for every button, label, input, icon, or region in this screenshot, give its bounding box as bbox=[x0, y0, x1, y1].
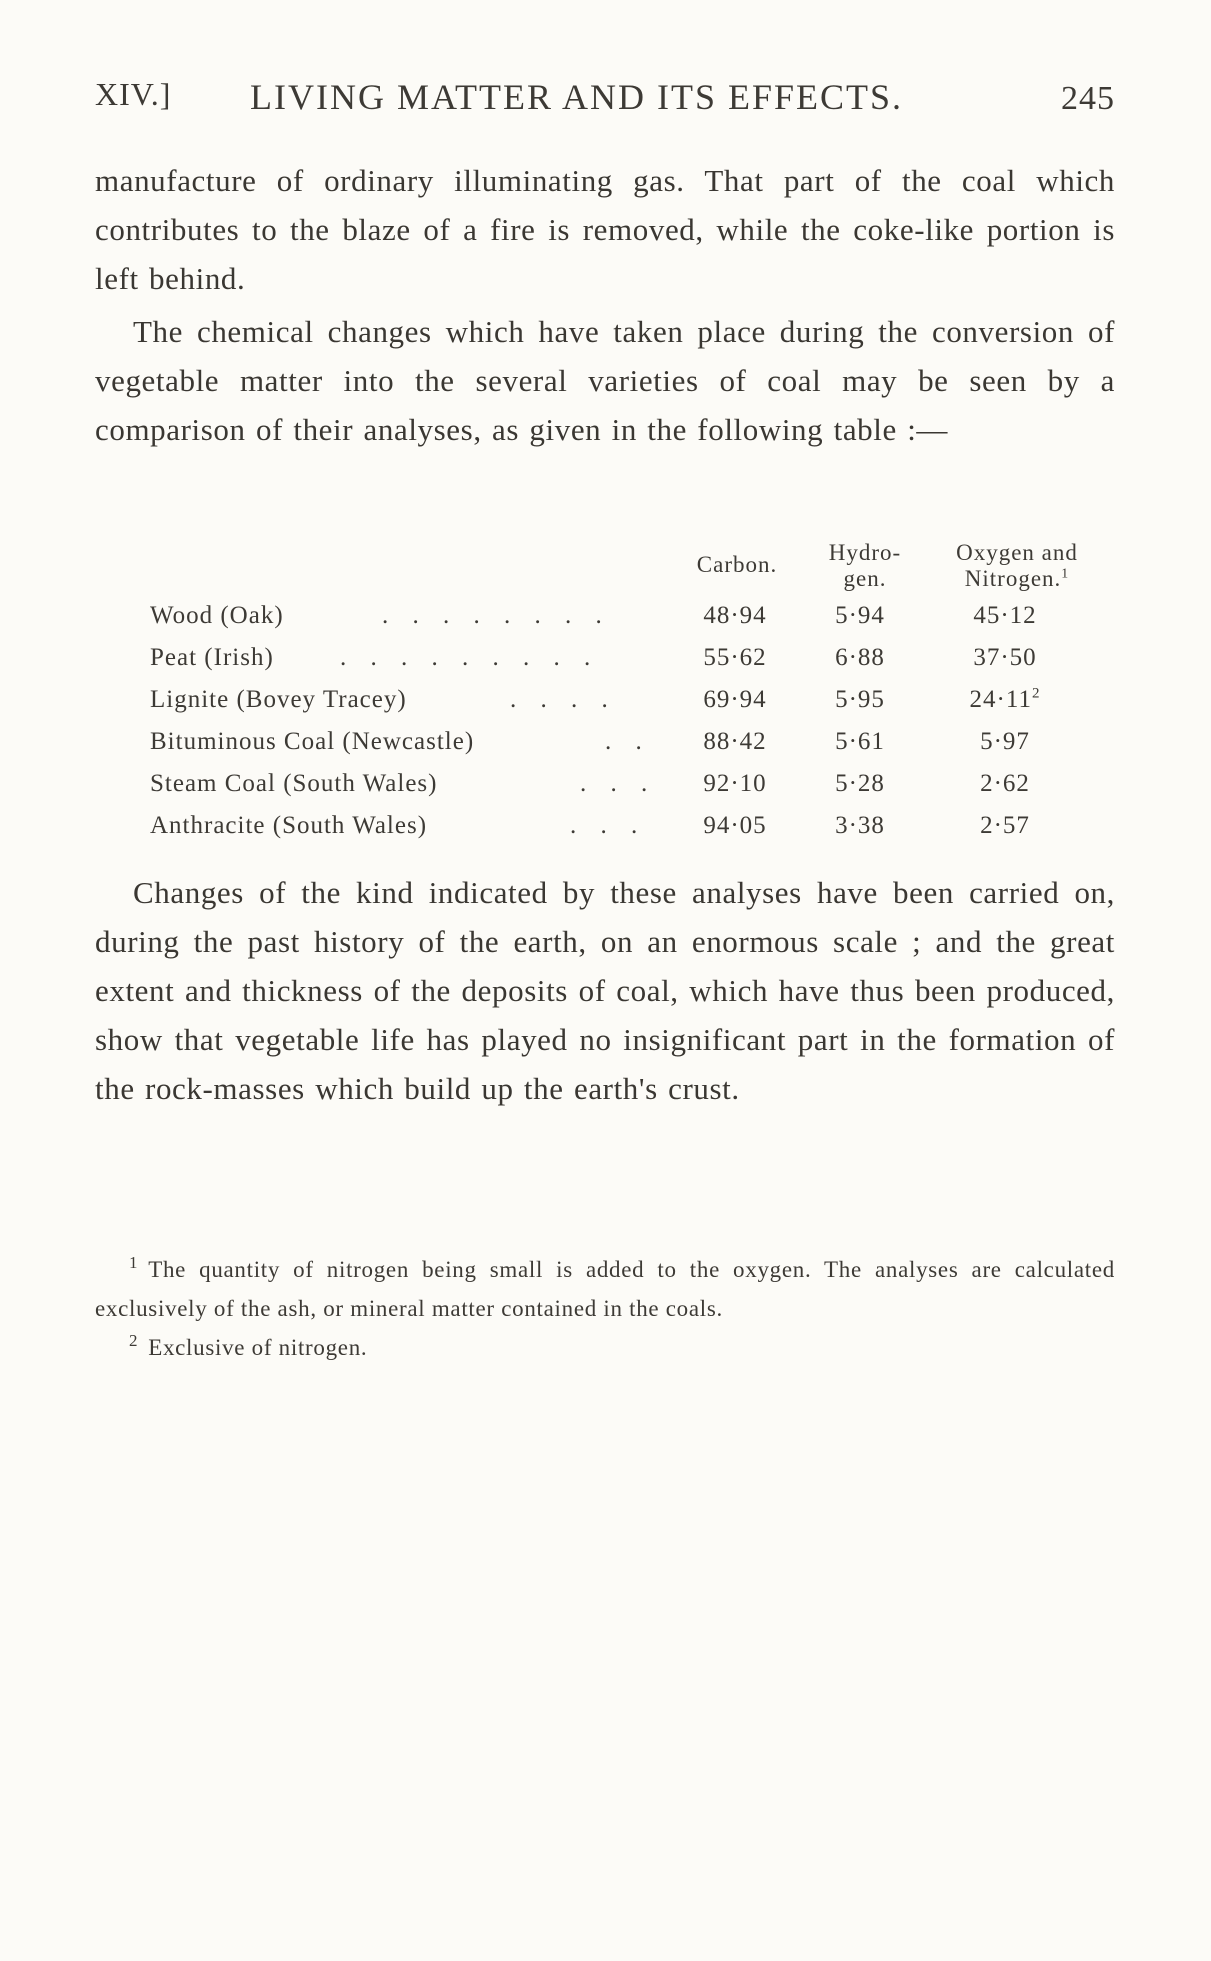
paragraph-changes bbox=[95, 868, 1115, 1113]
footnote-1 bbox=[95, 1250, 1115, 1328]
running-head bbox=[95, 76, 1115, 122]
column-header-hydrogen-line2: gen. bbox=[843, 566, 887, 591]
footnotes bbox=[95, 1250, 1115, 1367]
row-note: 2 bbox=[1031, 685, 1041, 702]
leader-dots: . . . bbox=[580, 770, 657, 797]
footnote-marker: 1 bbox=[129, 1253, 139, 1273]
row-label: Anthracite (South Wales) bbox=[150, 812, 428, 839]
oxygen-value-text: 2·62 bbox=[980, 770, 1030, 797]
row-label: Steam Coal (South Wales) bbox=[150, 770, 438, 797]
column-header-carbon: Carbon. bbox=[696, 552, 778, 577]
hydrogen-value: 5·94 bbox=[835, 602, 885, 629]
column-header-oxygen-line2 bbox=[932, 566, 1102, 592]
footnote-marker: 2 bbox=[129, 1331, 139, 1351]
carbon-value: 92·10 bbox=[703, 770, 767, 797]
oxygen-value bbox=[950, 812, 1060, 840]
table-row bbox=[150, 686, 1110, 722]
oxygen-value bbox=[950, 686, 1060, 714]
hydrogen-value: 5·61 bbox=[835, 728, 885, 755]
column-header-hydrogen-line1: Hydro- bbox=[828, 540, 902, 565]
leader-dots: . . . . . . . . bbox=[382, 602, 611, 629]
oxygen-value bbox=[950, 770, 1060, 798]
row-label: Bituminous Coal (Newcastle) bbox=[150, 728, 475, 755]
paragraph-text: manufacture of ordinary illuminating gas. That part of the coal which contributes to the blaze of a fire is removed, while the coke-like portion is left behind. bbox=[95, 163, 1115, 296]
oxygen-line2-text: Nitrogen. bbox=[964, 566, 1062, 591]
footnote-ref-1: 1 bbox=[1061, 565, 1070, 581]
leader-dots: . . . . bbox=[510, 686, 617, 713]
row-label: Peat (Irish) bbox=[150, 644, 274, 671]
hydrogen-value: 6·88 bbox=[835, 644, 885, 671]
row-label: Lignite (Bovey Tracey) bbox=[150, 686, 407, 713]
oxygen-value-text: 45·12 bbox=[973, 602, 1037, 629]
oxygen-value-text: 2·57 bbox=[980, 812, 1030, 839]
oxygen-value-text: 37·50 bbox=[973, 644, 1037, 671]
oxygen-value-text: 24·11 bbox=[969, 686, 1032, 713]
hydrogen-value: 3·38 bbox=[835, 812, 885, 839]
page-number: 245 bbox=[1061, 80, 1115, 117]
table-row bbox=[150, 602, 1110, 638]
running-title: LIVING MATTER AND ITS EFFECTS. bbox=[250, 77, 904, 117]
column-header-oxygen-line1: Oxygen and bbox=[956, 540, 1078, 565]
paragraph-chemical-changes bbox=[95, 307, 1115, 454]
column-header-oxygen bbox=[932, 540, 1102, 592]
chapter-number: XIV.] bbox=[95, 76, 172, 112]
leader-dots: . . bbox=[605, 728, 651, 755]
oxygen-value bbox=[950, 602, 1060, 630]
footnote-text: Exclusive of nitrogen. bbox=[148, 1335, 368, 1360]
table-row bbox=[150, 812, 1110, 848]
carbon-value: 55·62 bbox=[703, 644, 767, 671]
carbon-value: 48·94 bbox=[703, 602, 767, 629]
paragraph-text: Changes of the kind indicated by these analyses have been carried on, during the past history of the earth, on an enormous scale ; and the great extent and thickness of the deposits of coal, which have thus been produced, show that vegetable life has played no insignificant part in the formation of the rock-masses which build up the earth's crust. bbox=[95, 875, 1115, 1106]
table-row bbox=[150, 644, 1110, 680]
oxygen-value bbox=[950, 728, 1060, 756]
carbon-value: 88·42 bbox=[703, 728, 767, 755]
hydrogen-value: 5·95 bbox=[835, 686, 885, 713]
paragraph-text: The chemical changes which have taken place during the conversion of vegetable matter into the several varieties of coal may be seen by a comparison of their analyses, as given in the following table :— bbox=[95, 314, 1115, 447]
carbon-value: 69·94 bbox=[703, 686, 767, 713]
oxygen-value-text: 5·97 bbox=[980, 728, 1030, 755]
oxygen-value bbox=[950, 644, 1060, 672]
carbon-value: 94·05 bbox=[703, 812, 767, 839]
hydrogen-value: 5·28 bbox=[835, 770, 885, 797]
column-header-hydrogen bbox=[805, 540, 925, 592]
table-row bbox=[150, 728, 1110, 764]
paragraph-continuation bbox=[95, 156, 1115, 303]
row-label: Wood (Oak) bbox=[150, 602, 284, 629]
footnote-2 bbox=[95, 1328, 1115, 1367]
leader-dots: . . . . . . . . . bbox=[340, 644, 600, 671]
footnote-text: The quantity of nitrogen being small is added to the oxygen. The analyses are calculated exclusively of the ash, or mineral matter contained in the coals. bbox=[95, 1257, 1115, 1321]
table-row bbox=[150, 770, 1110, 806]
leader-dots: . . . bbox=[570, 812, 647, 839]
